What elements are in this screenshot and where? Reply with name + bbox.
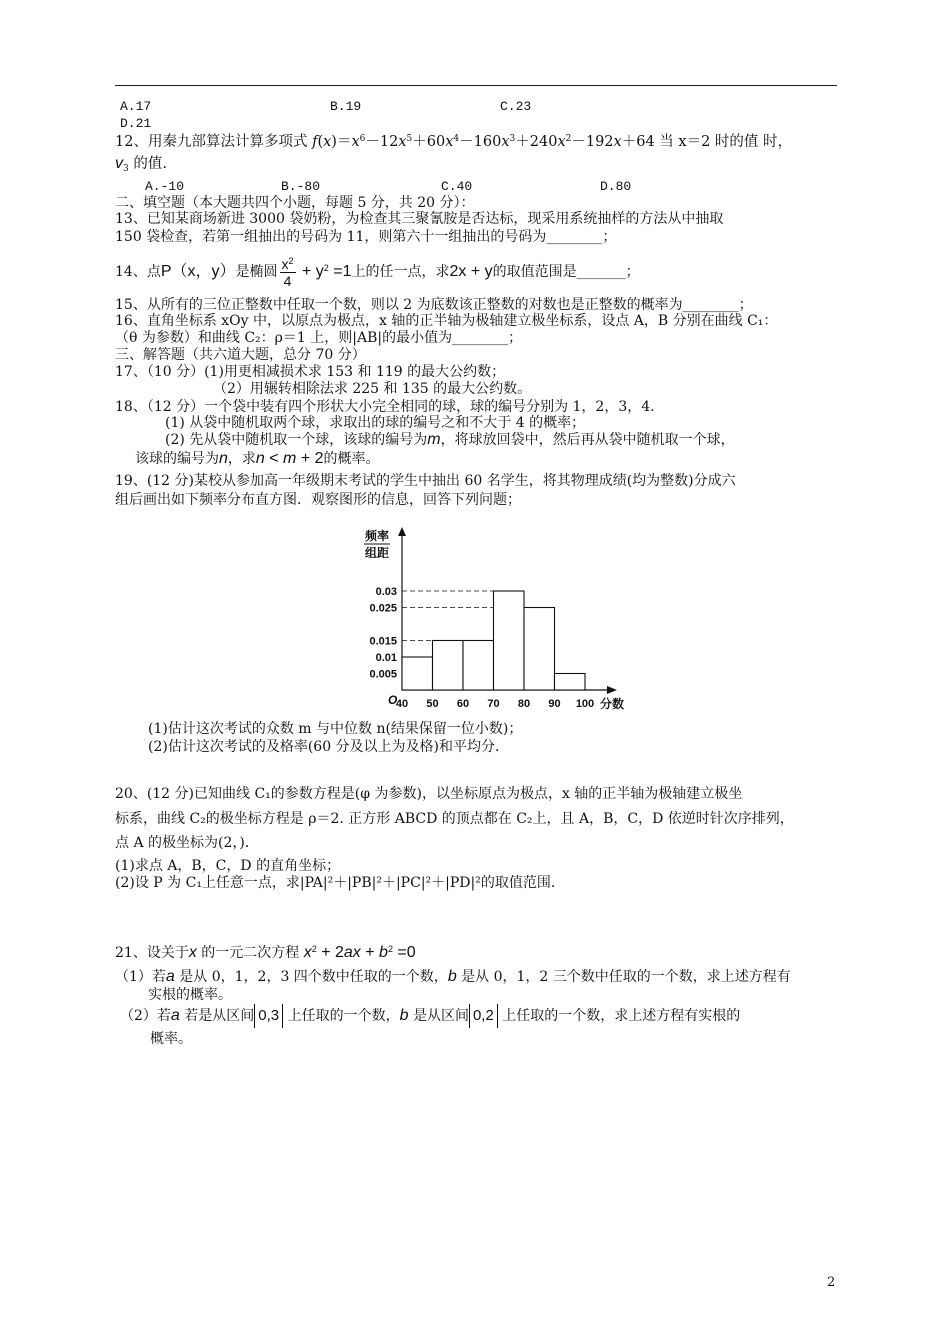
q20-line2: 标系，曲线 C₂的极坐标方程是 ρ＝2. 正方形 ABCD 的顶点都在 C₂上，且 A，B，C，D 依逆时针次序排列， [115, 811, 794, 827]
header-rule [115, 85, 837, 86]
q12-option-a: A.-10 [145, 179, 185, 194]
q13-line1: 13、已知某商场新进 3000 袋奶粉，为检查其三聚氰胺是否达标，现采用系统抽样的方法从中抽取 [115, 211, 724, 227]
q11-option-b: B.19 [330, 99, 362, 114]
x-tick-label: 100 [575, 698, 595, 710]
q19-part2: (2)估计这次考试的及格率(60 分及以上为及格)和平均分． [148, 739, 510, 755]
bar-60-70 [463, 641, 494, 691]
q17-line1: 17、（10 分）(1)用更相减损术求 153 和 119 的最大公约数； [115, 364, 506, 380]
q16-line2: （θ 为参数）和曲线 C₂：ρ＝1 上，则|AB|的最小值为________； [115, 330, 523, 346]
q11-option-c: C.23 [500, 99, 532, 114]
bar-50-60 [433, 641, 464, 691]
x-axis-label: 分数 [600, 697, 625, 711]
y-tick-label: 0.03 [375, 586, 397, 598]
q20-line3: 点 A 的极坐标为(2，)． [115, 835, 259, 851]
q11-option-d: D.21 [120, 116, 152, 131]
origin-label: O [388, 693, 398, 707]
bar-40-50 [402, 657, 433, 690]
x-tick-label: 70 [487, 698, 500, 710]
y-tick-label: 0.01 [375, 652, 397, 664]
section2-heading: 二、填空题（本大题共四个小题，每题 5 分，共 20 分）： [115, 195, 475, 211]
q15: 15、从所有的三位正整数中任取一个数，则以 2 为底数该正整数的对数也是正整数的概率为________； [115, 297, 753, 313]
y-tick-label: 0.025 [369, 602, 397, 615]
page-number: 2 [827, 1275, 836, 1290]
q12-option-d: D.80 [600, 179, 632, 194]
x-tick-label: 50 [426, 698, 439, 710]
q21-part1: （1）若a 是从 0，1，2，3 四个数中任取的一个数，b 是从 0，1，2 三个数中任取的一个数，求上述方程有 [115, 968, 791, 985]
y-axis-label-bottom: 组距 [365, 546, 390, 560]
section3-heading: 三、解答题（共六道大题，总分 70 分） [115, 347, 366, 363]
q20-part1: (1)求点 A，B，C，D 的直角坐标； [115, 858, 341, 874]
q12-v3: $v_3$ 的值. [115, 155, 167, 174]
q18-part2-cont: 该球的编号为n，求n < m + 2的概率。 [135, 450, 380, 467]
q12-stem: 12、用秦九部算法计算多项式 $f(x)=x^6-12x^5+60x^4-160x^3+240x^2-192x+64$ 当 x＝2 时的值 时， [115, 134, 793, 150]
y-axis-label-top: 频率 [365, 529, 390, 543]
q20-line1: 20、(12 分)已知曲线 C₁的参数方程是(φ 为参数)，以坐标原点为极点，x 轴的正半轴为极轴建立极坐 [115, 786, 743, 802]
q14-ellipse-fraction: $\frac{x^2}{4}$ [281, 255, 294, 289]
q12-option-b: B.-80 [281, 179, 321, 194]
bar-70-80 [494, 591, 525, 690]
q21-part2-cont: 概率。 [150, 1031, 192, 1047]
q19-line2: 组后画出如下频率分布直方图．观察图形的信息，回答下列问题； [115, 492, 521, 508]
q21-part2: （2）若a 若是从区间 0,3 上任取的一个数，b 是从区间 0,2 上任取的一个数，求上述方程有实根的 [120, 1004, 740, 1028]
q18-part1: (1) 从袋中随机取两个球，求取出的球的编号之和不大于 4 的概率； [165, 415, 586, 431]
q11-option-a: A.17 [120, 99, 152, 114]
y-tick-label: 0.005 [369, 668, 397, 681]
q14: 14、点P（x，y）是椭圆 $\frac{x^2}{4}$ + $y^2 =1$上的任一点，求2x + y的取值范围是_______； [115, 255, 640, 289]
q20-part2: (2)设 P 为 C₁上任意一点，求|PA|²＋|PB|²＋|PC|²＋|PD|²的取值范围． [115, 875, 565, 891]
q18-part2: (2) 先从袋中随机取一个球，该球的编号为m，将球放回袋中，然后再从袋中随机取一个球， [165, 431, 735, 448]
x-tick-label: 60 [456, 698, 470, 710]
q17-line2: （2）用辗转相除法求 225 和 135 的最大公约数。 [213, 381, 532, 397]
x-axis-arrow [607, 686, 617, 694]
q12-option-c: C.40 [441, 179, 473, 194]
q19-part1: (1)估计这次考试的众数 m 与中位数 n(结果保留一位小数)； [148, 721, 523, 737]
q16-line1: 16、直角坐标系 xOy 中，以原点为极点，x 轴的正半轴为极轴建立极坐标系，设点 A，B 分别在曲线 C₁： [115, 313, 778, 329]
q21-part1-cont: 实根的概率。 [148, 987, 232, 1003]
bar-80-90 [524, 608, 555, 691]
q19-line1: 19、(12 分)某校从参加高一年级期末考试的学生中抽出 60 名学生，将其物理成绩(均为整数)分成六 [115, 473, 736, 489]
y-axis-arrow [398, 527, 406, 536]
q18-line1: 18、（12 分）一个袋中装有四个形状大小完全相同的球，球的编号分别为 1，2，3，4. [115, 399, 655, 415]
frequency-histogram [345, 525, 635, 725]
q21-stem: 21、设关于x 的一元二次方程 $x^2 + 2ax + b^2 =0$ [115, 944, 416, 961]
q13-line2: 150 袋检查，若第一组抽出的号码为 11，则第六十一组抽出的号码为________； [115, 229, 617, 245]
x-tick-label: 90 [548, 698, 561, 710]
bar-90-100 [555, 674, 586, 691]
x-tick-label: 80 [517, 698, 531, 710]
x-tick-label: 40 [395, 698, 409, 710]
y-tick-label: 0.015 [369, 635, 397, 648]
